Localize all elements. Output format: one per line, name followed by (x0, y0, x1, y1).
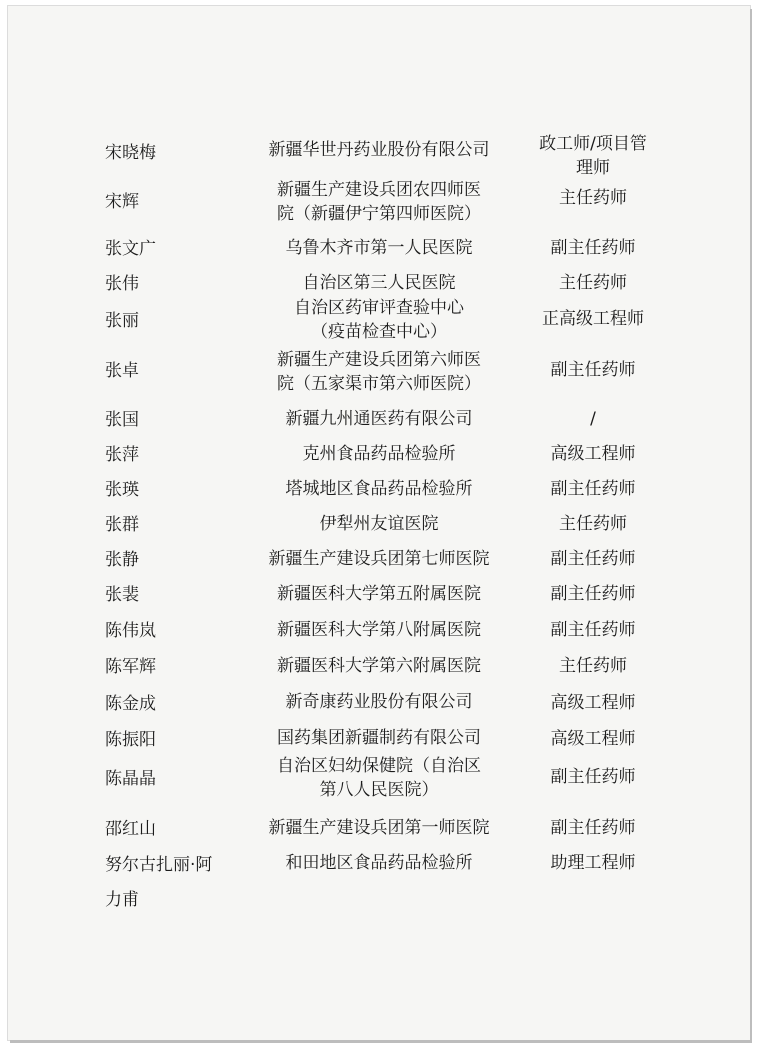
organization: 自治区药审评查验中心 (294, 298, 464, 318)
job-title: 政工师/项目管 (539, 134, 647, 154)
job-title: 高级工程师 (550, 693, 636, 713)
job-title-line2: 理师 (576, 158, 610, 178)
organization: 新奇康药业股份有限公司 (285, 692, 473, 712)
person-name: 陈振阳 (105, 730, 156, 750)
person-name: 张丽 (105, 311, 139, 331)
person-name: 陈伟岚 (105, 621, 156, 641)
organization: 新疆华世丹药业股份有限公司 (268, 140, 490, 160)
job-title: 主任药师 (559, 188, 627, 208)
person-name: 努尔古扎丽·阿 (105, 855, 213, 875)
person-name: 陈军辉 (105, 657, 156, 677)
organization-line2: 第八人民医院） (319, 780, 439, 800)
job-title: 副主任药师 (550, 620, 636, 640)
organization: 新疆医科大学第五附属医院 (277, 584, 481, 604)
job-title: 主任药师 (559, 656, 627, 676)
organization: 自治区妇幼保健院（自治区 (277, 756, 481, 776)
organization: 新疆医科大学第八附属医院 (277, 620, 481, 640)
person-name: 张裴 (105, 585, 139, 605)
person-name: 陈金成 (105, 694, 156, 714)
person-name: 宋晓梅 (105, 143, 156, 163)
job-title: 副主任药师 (550, 818, 636, 838)
organization: 乌鲁木齐市第一人民医院 (285, 238, 473, 258)
person-name: 张萍 (105, 445, 139, 465)
organization: 国药集团新疆制药有限公司 (277, 728, 481, 748)
organization: 塔城地区食品药品检验所 (285, 479, 473, 499)
organization: 新疆生产建设兵团农四师医 (277, 180, 481, 200)
person-name: 张国 (105, 410, 139, 430)
job-title: 副主任药师 (550, 479, 636, 499)
organization: 新疆九州通医药有限公司 (285, 409, 473, 429)
organization: 新疆生产建设兵团第七师医院 (268, 549, 490, 569)
organization: 新疆生产建设兵团第一师医院 (268, 818, 490, 838)
job-title: 高级工程师 (550, 444, 636, 464)
job-title: 副主任药师 (550, 584, 636, 604)
person-name: 张文广 (105, 239, 156, 259)
person-name: 张群 (105, 515, 139, 535)
organization-line2: （疫苗检查中心） (311, 322, 447, 342)
person-name: 邵红山 (105, 819, 156, 839)
job-title: 副主任药师 (550, 238, 636, 258)
job-title: 高级工程师 (550, 729, 636, 749)
person-name: 陈晶晶 (105, 769, 156, 789)
organization: 克州食品药品检验所 (302, 444, 456, 464)
job-title: 副主任药师 (550, 549, 636, 569)
person-name: 张卓 (105, 361, 139, 381)
job-title: 副主任药师 (550, 360, 636, 380)
job-title: 正高级工程师 (542, 309, 644, 329)
job-title: / (590, 409, 596, 429)
person-name: 张伟 (105, 274, 139, 294)
person-name: 张静 (105, 550, 139, 570)
organization: 新疆生产建设兵团第六师医 (277, 350, 481, 370)
job-title: 助理工程师 (550, 853, 636, 873)
person-name-line2: 力甫 (105, 890, 139, 910)
organization: 伊犁州友谊医院 (319, 514, 439, 534)
organization: 新疆医科大学第六附属医院 (277, 656, 481, 676)
document-page (8, 6, 750, 1040)
job-title: 主任药师 (559, 273, 627, 293)
organization-line2: 院（五家渠市第六师医院） (277, 374, 481, 394)
job-title: 副主任药师 (550, 767, 636, 787)
organization: 和田地区食品药品检验所 (285, 853, 473, 873)
person-name: 张瑛 (105, 480, 139, 500)
job-title: 主任药师 (559, 514, 627, 534)
person-name: 宋辉 (105, 192, 139, 212)
organization: 自治区第三人民医院 (302, 273, 456, 293)
organization-line2: 院（新疆伊宁第四师医院） (277, 204, 481, 224)
